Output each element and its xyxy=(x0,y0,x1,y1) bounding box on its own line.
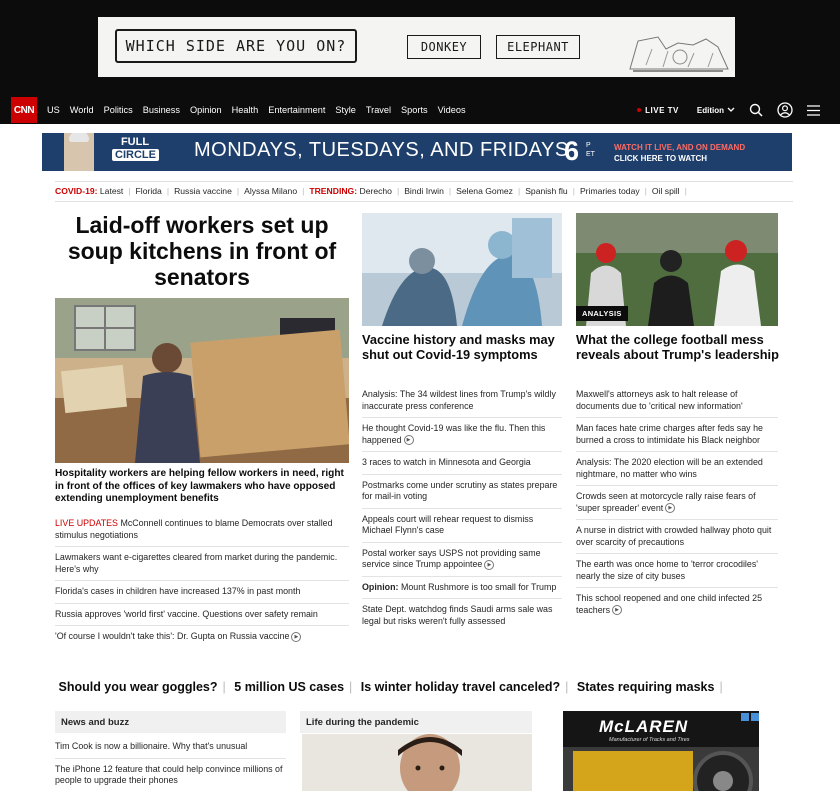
pandemic-header: Life during the pandemic xyxy=(300,711,532,733)
top-advertisement[interactable] xyxy=(98,17,735,77)
search-button[interactable] xyxy=(749,103,763,117)
nav-link-videos[interactable]: Videos xyxy=(437,105,466,115)
lead-headline[interactable]: Laid-off workers set up soup kitchens in front of senators xyxy=(67,212,337,290)
story-link: Postal worker says USPS not providing same service since Trump appointee xyxy=(362,547,541,569)
story-link: A nurse in district with crowded hallway photo quit over scarcity of precautions xyxy=(576,525,772,547)
nav-link-politics[interactable]: Politics xyxy=(103,105,133,115)
promo-watch-line2: CLICK HERE TO WATCH xyxy=(614,154,708,163)
story-link: The earth was once home to 'terror crocodiles' nearly the size of city buses xyxy=(576,559,758,581)
nav-link-sports[interactable]: Sports xyxy=(401,105,428,115)
covid-link[interactable]: Russia vaccine xyxy=(174,186,232,196)
video-thumbnail xyxy=(302,734,532,791)
story-link: The iPhone 12 feature that could help convince millions of people to upgrade their phones xyxy=(55,763,283,785)
story-link: Russia approves 'world first' vaccine. Questions over safety remain xyxy=(55,608,318,619)
list-item[interactable] xyxy=(55,513,349,546)
edition-selector[interactable] xyxy=(697,106,735,115)
news-and-buzz-header: News and buzz xyxy=(55,711,286,733)
list-item[interactable] xyxy=(362,384,562,417)
list-item[interactable] xyxy=(55,759,286,792)
trending-bar: COVID-19: Latest | Florida | Russia vaccine | Alyssa Milano | TRENDING: Derecho | Bindi Irwin | Selena Gomez | Spanish flu | Primaries today | Oil spill | xyxy=(55,186,687,196)
nav-link-health[interactable]: Health xyxy=(231,105,259,115)
vaccine-image[interactable] xyxy=(362,213,562,326)
play-icon: ▶ xyxy=(404,435,414,445)
promo-time-suffix xyxy=(586,141,595,159)
lead-image[interactable] xyxy=(55,298,349,463)
promo-et: ET xyxy=(586,151,595,158)
list-item[interactable] xyxy=(362,474,562,508)
col1-story-list xyxy=(55,513,349,648)
ad-option-elephant[interactable]: ELEPHANT xyxy=(496,35,580,59)
story-link: Florida's cases in children have increased 137% in past month xyxy=(55,586,301,596)
list-item[interactable] xyxy=(362,576,562,599)
live-dot-icon xyxy=(637,108,641,112)
promo-watch-line1: WATCH IT LIVE, AND ON DEMAND xyxy=(614,143,746,152)
story-link: Man faces hate crime charges after feds say he burned a cross to intimidate his Black neighbor xyxy=(576,423,763,445)
trending-link[interactable]: Bindi Irwin xyxy=(404,186,444,196)
story-link: Analysis: The 34 wildest lines from Trump's wildly inaccurate press conference xyxy=(362,389,556,411)
full-circle-logo xyxy=(112,136,158,168)
ad-brand: McLAREN xyxy=(599,717,689,736)
menu-button[interactable] xyxy=(807,105,820,116)
trending-label: TRENDING: xyxy=(309,186,358,196)
nav-link-business[interactable]: Business xyxy=(142,105,180,115)
list-item[interactable] xyxy=(576,451,778,485)
story-link: He thought Covid-19 was like the flu. Then this happened xyxy=(362,423,546,445)
story-link: State Dept. watchdog finds Saudi arms sale was legal but risks weren't fully assessed xyxy=(362,604,553,626)
story-link: Postmarks come under scrutiny as states prepare for mail-in voting xyxy=(362,479,558,501)
play-icon: ▶ xyxy=(665,503,675,513)
covid-link[interactable]: Florida xyxy=(135,186,162,196)
nav-link-style[interactable]: Style xyxy=(335,105,356,115)
live-tv-link[interactable] xyxy=(637,106,679,115)
live-tv-label: LIVE TV xyxy=(645,105,679,115)
topic-strip: Should you wear goggles? | 5 million US cases | Is winter holiday travel canceled? | States requiring masks | xyxy=(58,680,723,694)
ad-tagline: Manufacturer of Tracks and Tires xyxy=(609,737,690,743)
story-link: Tim Cook is now a billionaire. Why that's unusual xyxy=(55,741,248,751)
promo-pm: P xyxy=(586,142,591,149)
ad-illustration xyxy=(618,19,733,75)
lab-photo xyxy=(362,213,562,326)
ad-option-donkey[interactable]: DONKEY xyxy=(407,35,481,59)
opinion-label: Opinion: xyxy=(362,581,399,592)
ad-question: WHICH SIDE ARE YOU ON? xyxy=(115,29,357,63)
divider xyxy=(55,201,793,202)
topic-link[interactable]: 5 million US cases xyxy=(234,680,345,694)
full-circle-promo[interactable] xyxy=(42,133,792,171)
chevron-down-icon xyxy=(727,107,735,113)
promo-brand-line2: CIRCLE xyxy=(112,149,159,161)
analysis-badge: ANALYSIS xyxy=(576,306,628,321)
trending-link[interactable]: Spanish flu xyxy=(525,186,568,196)
nav-link-us[interactable]: US xyxy=(47,105,60,115)
covid-link[interactable]: Latest xyxy=(99,186,124,196)
nav-right xyxy=(637,96,840,124)
covid-link[interactable]: Alyssa Milano xyxy=(244,186,298,196)
story-link: Analysis: The 2020 election will be an extended nightmare, no matter who wins xyxy=(576,457,763,479)
list-item[interactable] xyxy=(55,580,349,603)
play-icon: ▶ xyxy=(484,560,494,570)
lead-sub-headline[interactable]: Hospitality workers are helping fellow workers in need, right in front of the offices of key lawmakers who have opposed extending unemployment benefits xyxy=(55,468,344,504)
nav-link-world[interactable]: World xyxy=(69,105,94,115)
list-item[interactable] xyxy=(55,603,349,626)
trending-link[interactable]: Selena Gomez xyxy=(456,186,513,196)
protest-photo xyxy=(55,298,349,463)
trending-link[interactable]: Primaries today xyxy=(579,186,640,196)
list-item[interactable] xyxy=(576,485,778,519)
top-ad-band xyxy=(0,0,840,96)
list-item[interactable] xyxy=(362,508,562,542)
story-link: 3 races to watch in Minnesota and Georgia xyxy=(362,457,531,467)
hamburger-menu-icon xyxy=(807,105,820,116)
football-headline[interactable]: What the college football mess reveals about Trump's leadership xyxy=(576,332,779,362)
promo-time: 6 xyxy=(564,136,580,166)
trending-link[interactable]: Oil spill xyxy=(651,186,680,196)
list-item[interactable] xyxy=(362,598,562,632)
football-image[interactable] xyxy=(576,213,778,326)
live-updates-label: LIVE UPDATES xyxy=(55,518,118,528)
topic-link[interactable]: Should you wear goggles? xyxy=(58,680,218,694)
story-link: Lawmakers want e-cigarettes cleared from market during the pandemic. Here's why xyxy=(55,552,338,574)
promo-days: MONDAYS, TUESDAYS, AND FRIDAYS xyxy=(194,139,569,161)
trending-link[interactable]: Derecho xyxy=(359,186,392,196)
list-item[interactable] xyxy=(362,417,562,451)
main-navigation xyxy=(0,96,840,124)
list-item[interactable] xyxy=(576,587,778,621)
search-icon xyxy=(749,103,763,117)
list-item[interactable] xyxy=(576,553,778,587)
story-link: This school reopened and one child infected 25 teachers xyxy=(576,593,763,615)
account-button[interactable] xyxy=(777,102,793,118)
story-link: 'Of course I wouldn't take this': Dr. Gupta on Russia vaccine xyxy=(55,631,290,641)
play-icon: ▶ xyxy=(612,605,622,615)
story-link: Appeals court will rehear request to dismiss Michael Flynn's case xyxy=(362,513,534,535)
topic-link[interactable]: States requiring masks xyxy=(576,680,715,694)
nav-link-travel[interactable]: Travel xyxy=(365,105,392,115)
list-item[interactable] xyxy=(55,546,349,580)
divider xyxy=(55,181,793,182)
play-icon: ▶ xyxy=(291,632,301,642)
list-item[interactable] xyxy=(362,451,562,474)
nav-link-entertainment[interactable]: Entertainment xyxy=(268,105,326,115)
col3-story-list xyxy=(576,384,778,621)
story-link: Maxwell's attorneys ask to halt release of documents due to 'critical new information' xyxy=(576,389,743,411)
story-link: Mount Rushmore is too small for Trump xyxy=(400,581,557,592)
list-item[interactable] xyxy=(55,736,286,759)
nav-link-opinion[interactable]: Opinion xyxy=(189,105,222,115)
cnn-logo[interactable]: CNN xyxy=(11,97,37,123)
story-link: McConnell continues to blame Democrats over stalled stimulus negotiations xyxy=(55,518,333,540)
covid-label: COVID-19: xyxy=(55,186,98,196)
list-item[interactable] xyxy=(55,625,349,648)
list-item[interactable] xyxy=(576,519,778,553)
edition-label: Edition xyxy=(696,105,724,115)
story-link: Crowds seen at motorcycle rally raise fears of 'super spreader' event xyxy=(576,491,756,513)
col2-story-list xyxy=(362,384,562,632)
promo-watch-cta[interactable] xyxy=(614,142,745,164)
pandemic-video[interactable] xyxy=(302,734,532,791)
mclaren-advertisement[interactable] xyxy=(563,711,759,791)
list-item[interactable] xyxy=(576,384,778,417)
news-and-buzz-list xyxy=(55,736,286,792)
host-portrait xyxy=(64,133,94,171)
list-item[interactable] xyxy=(362,542,562,576)
list-item[interactable] xyxy=(576,417,778,451)
nav-links xyxy=(47,96,466,124)
user-icon xyxy=(777,102,793,118)
topic-link[interactable]: Is winter holiday travel canceled? xyxy=(360,680,561,694)
promo-brand-line1: FULL xyxy=(120,136,150,148)
vaccine-headline[interactable]: Vaccine history and masks may shut out Covid-19 symptoms xyxy=(362,332,555,362)
